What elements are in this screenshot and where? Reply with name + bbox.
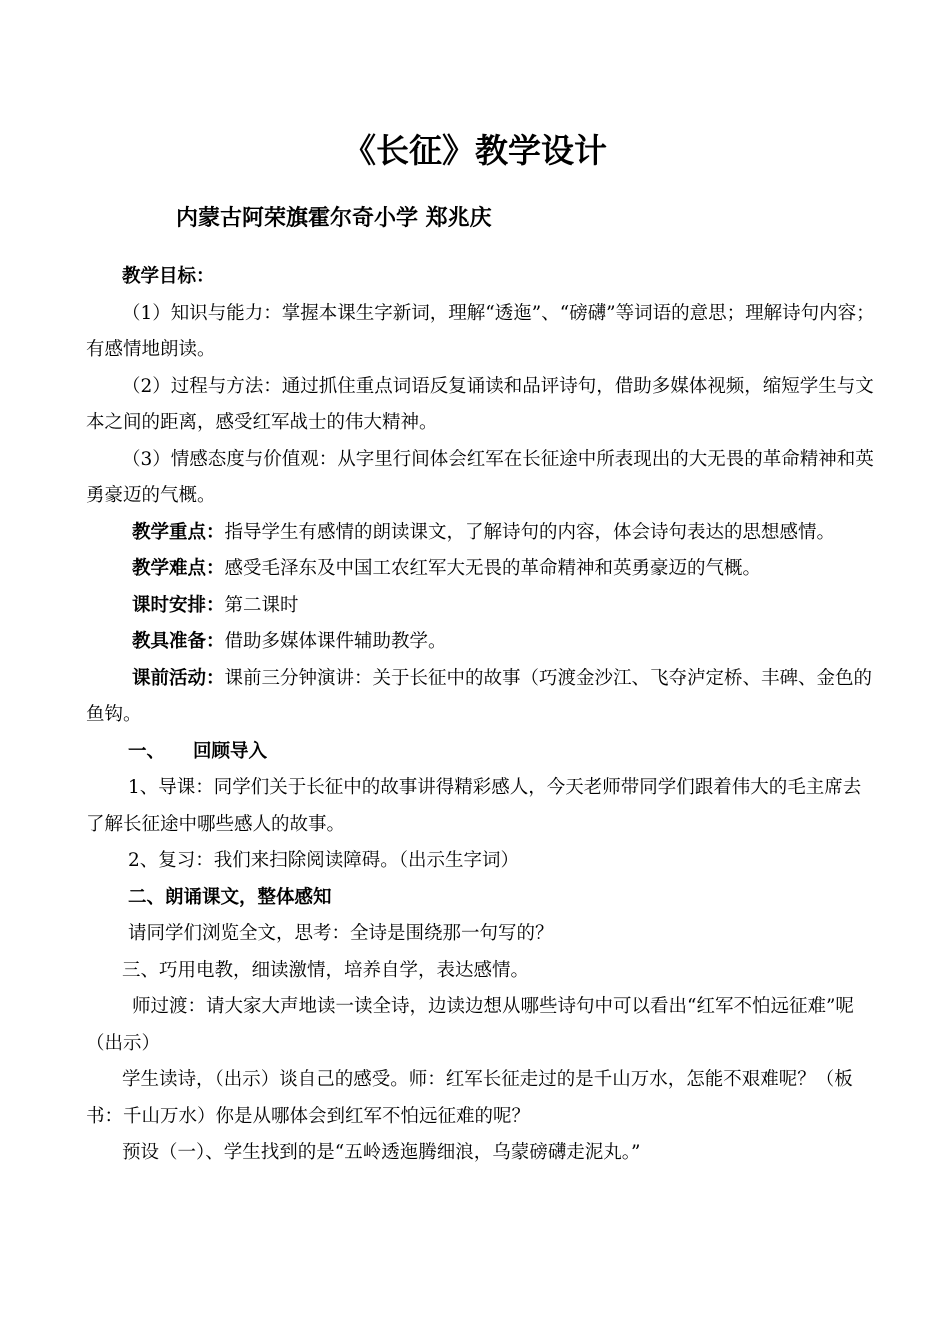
author-line: 内蒙古阿荣旗霍尔奇小学 郑兆庆 [176, 206, 492, 231]
section3-heading: 三、巧用电教，细读激情，培养自学，表达感情。 [122, 959, 530, 981]
schedule-label: 课时安排： [132, 594, 225, 616]
tools-text: 借助多媒体课件辅助教学。 [224, 631, 447, 652]
schedule-text: 第二课时 [224, 594, 299, 616]
key-point-paragraph [86, 515, 878, 552]
pre-activity-text: 课前三分钟演讲：关于长征中的故事（巧渡金沙江、飞夺泸定桥、丰碑、金色的鱼钩。 [86, 667, 873, 725]
document-body [86, 259, 878, 1172]
section1-number: 一、 [128, 740, 166, 762]
key-point-text: 指导学生有感情的朗读课文，了解诗句的内容，体会诗句表达的思想感情。 [224, 521, 836, 543]
section1-item-2: 2、复习：我们来扫除阅读障碍。（出示生字词） [128, 850, 520, 871]
schedule-paragraph [86, 588, 878, 625]
pre-activity-paragraph [86, 661, 878, 734]
key-point-label: 教学重点： [132, 521, 225, 543]
section2-heading: 二、朗诵课文，整体感知 [128, 886, 332, 908]
tools-label: 教具准备： [132, 631, 225, 652]
tools-paragraph [86, 624, 878, 661]
pre-activity-label: 课前活动： [132, 667, 225, 689]
difficulty-text: 感受毛泽东及中国工农红军大无畏的革命精神和英勇豪迈的气概。 [224, 558, 762, 579]
difficulty-label: 教学难点： [132, 558, 225, 579]
section3-paragraph-3: 预设（一）、学生找到的是“五岭透迤腾细浪，乌蒙磅礴走泥丸。” [122, 1142, 641, 1163]
section3-paragraph-1: 师过渡：请大家大声地读一读全诗，边读边想从哪些诗句中可以看出“红军不怕远征难”呢（出示） [86, 996, 854, 1054]
section1-item-1: 1、导课：同学们关于长征中的故事讲得精彩感人，今天老师带同学们跟着伟大的毛主席去了解长征途中哪些感人的故事。 [86, 777, 862, 835]
objective-item-1: （1）知识与能力：掌握本课生字新词，理解“透迤”、“磅礴”等词语的意思；理解诗句内容；有感情地朗读。 [86, 302, 875, 360]
objective-item-2: （2）过程与方法：通过抓住重点词语反复诵读和品评诗句，借助多媒体视频，缩短学生与文本之间的距离，感受红军战士的伟大精神。 [86, 375, 874, 433]
objectives-heading: 教学目标： [122, 266, 215, 287]
section3-paragraph-2: 学生读诗，（出示）谈自己的感受。师：红军长征走过的是千山万水，怎能不艰难呢？（板书：千山万水）你是从哪体会到红军不怕远征难的呢？ [86, 1069, 853, 1127]
document-title: 《长征》教学设计 [343, 131, 607, 170]
section1-heading [86, 734, 878, 771]
difficulty-paragraph [86, 551, 878, 588]
objective-item-3: （3）情感态度与价值观：从字里行间体会红军在长征途中所表现出的大无畏的革命精神和英勇豪迈的气概。 [86, 448, 874, 506]
section1-title: 回顾导入 [193, 740, 268, 762]
section2-text: 请同学们浏览全文，思考：全诗是围绕那一句写的？ [128, 923, 554, 944]
